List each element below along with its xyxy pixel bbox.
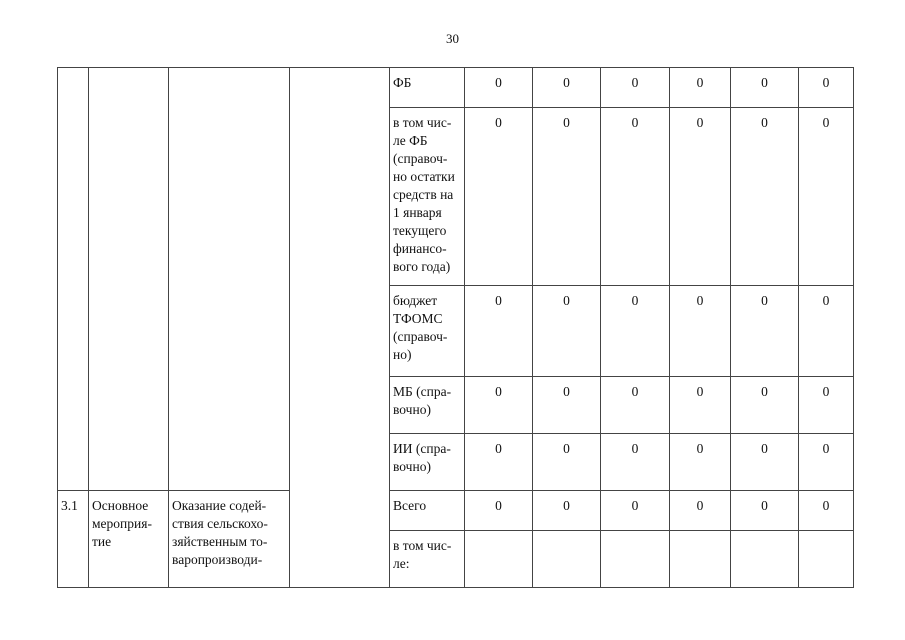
value-cell: 0 [799,434,854,491]
value-cell: 0 [465,286,533,377]
value-cell: 0 [601,286,670,377]
value-cell: 0 [799,286,854,377]
value-cell: 0 [601,68,670,108]
value-cell: 0 [601,377,670,434]
value-cell: 0 [465,434,533,491]
value-cell: 0 [465,491,533,531]
funding-source-cell: ФБ [390,68,465,108]
value-cell: 0 [799,491,854,531]
value-cell: 0 [601,491,670,531]
activity-number: 3.1 [58,491,89,588]
table-row [58,68,854,108]
value-cell: 0 [601,434,670,491]
value-cell: 0 [731,377,799,434]
value-cell: 0 [465,108,533,286]
value-cell: 0 [731,68,799,108]
funding-source-cell: ИИ (спра-вочно) [390,434,465,491]
funding-source-cell: бюджет ТФОМС (справоч-но) [390,286,465,377]
value-cell [533,531,601,588]
funding-source-cell: в том чис-ле: [390,531,465,588]
description-cell-empty [169,68,290,491]
activity-type: Основное мероприя-тие [89,491,169,588]
number-cell-empty [58,68,89,491]
value-cell: 0 [533,434,601,491]
funding-source-cell: в том чис-ле ФБ (справоч-но остатки средств на 1 января текущего финансо-вого года) [390,108,465,286]
value-cell [670,531,731,588]
value-cell [731,531,799,588]
budget-table [57,67,854,588]
value-cell: 0 [533,286,601,377]
type-cell-empty [89,68,169,491]
value-cell: 0 [731,491,799,531]
value-cell: 0 [670,68,731,108]
value-cell: 0 [601,108,670,286]
value-cell: 0 [533,377,601,434]
activity-description: Оказание содей-ствия сельскохо-зяйственным то-варопроизводи- [169,491,290,588]
value-cell: 0 [799,108,854,286]
value-cell: 0 [670,108,731,286]
value-cell: 0 [670,377,731,434]
value-cell: 0 [670,434,731,491]
page-number: 30 [446,31,459,46]
value-cell: 0 [533,108,601,286]
value-cell [465,531,533,588]
value-cell: 0 [670,491,731,531]
funding-source-cell: Всего [390,491,465,531]
funding-source-cell: МБ (спра-вочно) [390,377,465,434]
value-cell: 0 [799,377,854,434]
value-cell: 0 [670,286,731,377]
value-cell: 0 [731,286,799,377]
value-cell: 0 [465,68,533,108]
value-cell [799,531,854,588]
executor-cell-empty [290,68,390,588]
value-cell: 0 [731,434,799,491]
value-cell: 0 [533,68,601,108]
value-cell [601,531,670,588]
value-cell: 0 [533,491,601,531]
value-cell: 0 [731,108,799,286]
table-row [58,491,854,531]
value-cell: 0 [465,377,533,434]
value-cell: 0 [799,68,854,108]
